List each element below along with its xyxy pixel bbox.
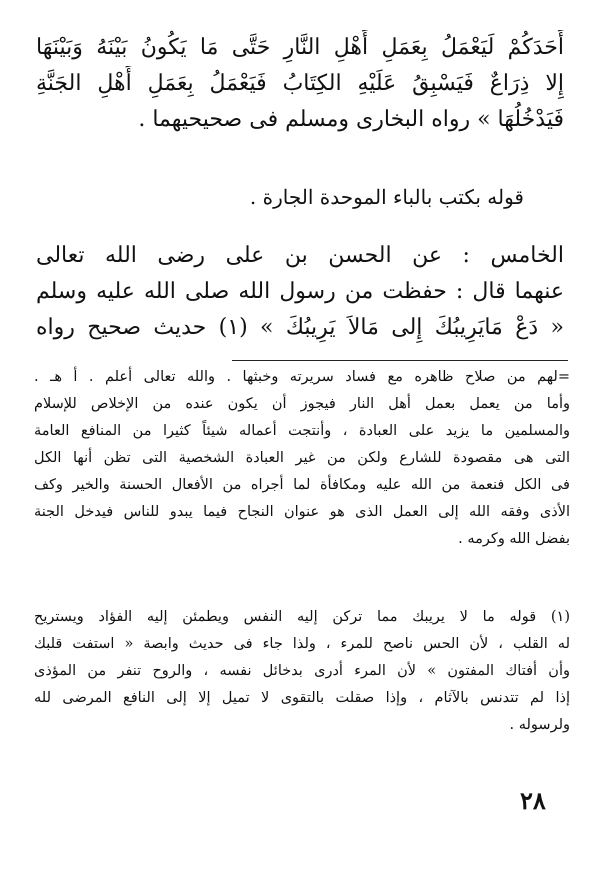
footnotes-continued [34,364,570,553]
hadith-line: الخامس : عن الحسن بن على رضى الله تعالى [36,243,564,268]
footnote-line: فى الكل فنعمة من الله عليه ومكافأة لما أجراه من الأفعال الحسنة والخير وكف [34,477,570,493]
footnote-1 [34,604,570,739]
footnote-line: وأن أفتاك المفتون » لأن المرء أدرى بدخائل نفسه ، والروح تنفر من المؤذى [34,663,570,679]
main-text-line: إِلا ذِرَاعٌ فَيَسْبِقُ عَلَيْهِ الكِتَابُ فَيَعْمَلُ بِعَمَلِ أَهْلِ الجَنَّةِ [36,71,564,96]
footnote-line: الأذى وفقه الله إلى العمل الذى هو عنوان النجاح فيما يبدو للناس فيدخل الجنة [34,504,570,520]
footnote-separator [232,360,568,361]
footnote-line: التى هى مقصودة للشارع ولكن من غير العبادة الشخصية التى تظن أنها الكل [34,450,570,466]
main-text-line: أَحَدَكُمْ لَيَعْمَلُ بِعَمَلِ أَهْلِ النَّارِ حَتَّى مَا يَكُونُ بَيْنَهُ وَبَيْنَهَا [36,35,564,60]
footnote-line: (١) قوله ما لا يريبك مما تركن إليه النفس ويطمئن إليه الفؤاد ويستريح [34,609,570,625]
main-text-line: فَيَدْخُلُهَا » رواه البخارى ومسلم فى صحيحيهما . [138,107,564,132]
main-text-block [36,30,564,138]
hadith-block [36,238,564,346]
footnote-line: له القلب ، لأن الحس ناصح للمرء ، ولذا جاء فى حديث وابصة « استفت قلبك [34,636,570,652]
page-number: ٢٨ [520,786,546,815]
footnote-line: ولرسوله . [509,717,570,733]
footnote-line: =لهم من صلاح ظاهره مع فساد سريرته وخبثها . والله تعالى أعلم . أ هـ . [34,369,570,385]
hadith-line: عنهما قال : حفظت من رسول الله صلى الله عليه وسلم [36,279,564,304]
footnote-line: إذا لم تتدنس بالآثام ، وإذا صقلت بالتقوى لا تميل إلا إلى النافع المرضى لله [34,690,570,706]
explanatory-note: قوله بكتب بالباء الموحدة الجارة . [249,185,524,209]
footnote-line: بفضل الله وكرمه . [458,531,570,547]
footnote-line: والمسلمين ما يزيد على العبادة ، وأنتجت أعماله شيئاً كثيرا من المنافع العامة [34,423,570,439]
footnote-line: وأما من يعمل بعمل أهل النار فيجوز أن يكون عنده من الإخلاص للإسلام [34,396,570,412]
hadith-line: « دَعْ مَايَرِيبُكَ إِلى مَالاَ يَرِيبُكَ » (١) حديث صحيح رواه [36,315,564,340]
